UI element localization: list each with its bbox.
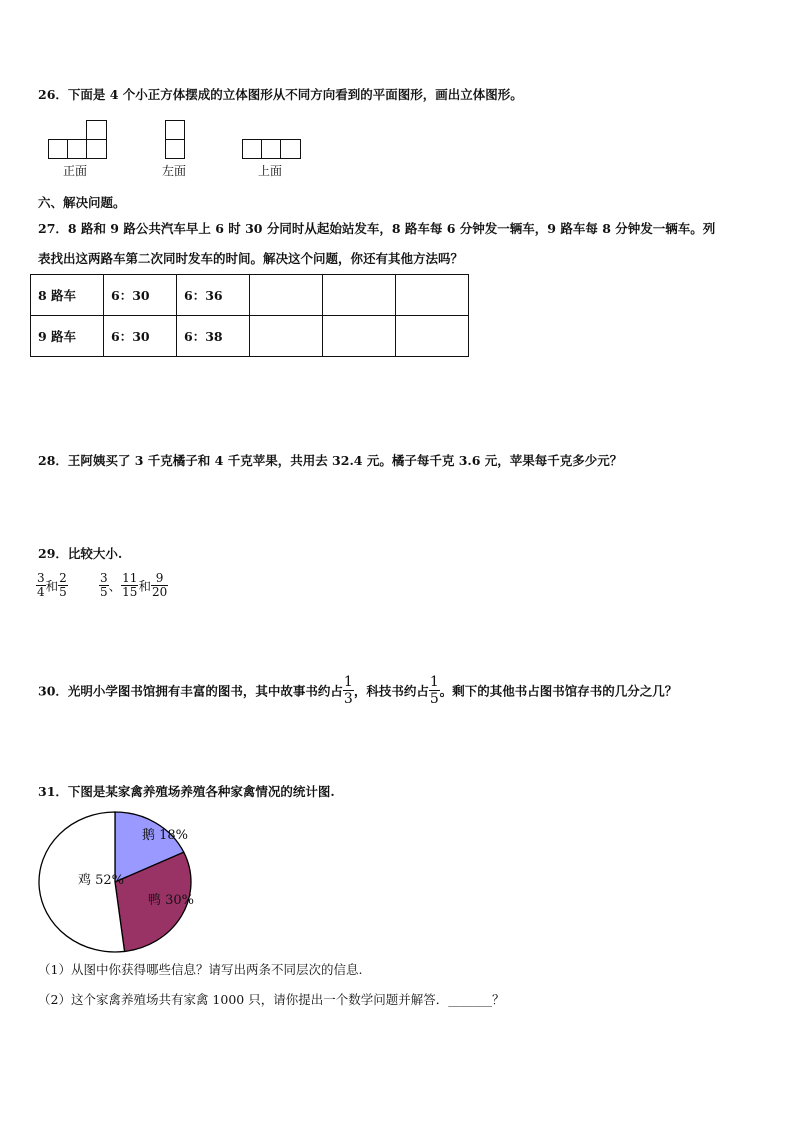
front-view-label: 正面 [63,164,88,178]
bus-schedule-table [30,274,469,357]
fraction: $\frac{1}{3}$ [343,674,353,707]
fraction: $\frac{3}{5}$ [100,571,108,599]
q29-item-a: $\frac{3}{4}$ 和 $\frac{2}{5}$ [37,571,67,599]
top-view-label: 上面 [258,164,283,178]
section-title: 六、解决问题。 [38,195,126,210]
q31-sub1: （1）从图中你获得哪些信息？请写出两条不同层次的信息. [38,962,363,977]
poultry-pie-chart [36,808,198,956]
table-cell: 6：36 [177,275,250,316]
left-view-label: 左面 [162,164,187,178]
pie-label: 鹅 18% [142,828,189,843]
q29-text: 29．比较大小. [38,546,123,561]
q31-sub2: （2）这个家禽养殖场共有家禽 1000 只，请你提出一个数学问题并解答．_______？ [38,992,505,1007]
table-cell: 9 路车 [31,316,104,357]
table-cell [323,275,396,316]
fraction: $\frac{2}{5}$ [59,571,67,599]
table-cell: 6：30 [104,316,177,357]
table-cell [250,275,323,316]
table-cell: 6：38 [177,316,250,357]
table-row [31,275,469,316]
q30-text: 30．光明小学图书馆拥有丰富的图书，其中故事书约占 $\frac{1}{3}$ ，科技书约占 $\frac{1}{5}$ 。剩下的其他书占图书馆存书的几分之几？ [38,674,678,707]
fraction: $\frac{11}{15}$ [122,571,138,599]
table-cell [396,275,469,316]
q27-line2: 表找出这两路车第二次同时发车的时间。解决这个问题，你还有其他方法吗？ [38,251,464,266]
fraction: $\frac{3}{4}$ [37,571,45,599]
table-cell [323,316,396,357]
q28-text: 28．王阿姨买了 3 千克橘子和 4 千克苹果，共用去 32.4 元。橘子每千克 3.6 元，苹果每千克多少元？ [38,453,623,468]
table-row [31,316,469,357]
pie-label: 鸡 52% [78,873,125,888]
table-cell [396,316,469,357]
table-cell: 8 路车 [31,275,104,316]
table-cell [250,316,323,357]
q31-text: 31．下图是某家禽养殖场养殖各种家禽情况的统计图. [38,784,335,799]
fraction: $\frac{9}{20}$ [151,571,168,599]
fraction: $\frac{1}{5}$ [429,674,439,707]
table-cell: 6：30 [104,275,177,316]
q29-item-b: $\frac{3}{5}$ 、 $\frac{11}{15}$ 和 $\frac{9}{20}$ [100,571,168,599]
pie-label: 鸭 30% [148,893,195,908]
q27-line1: 27．8 路和 9 路公共汽车早上 6 时 30 分同时从起始站发车，8 路车每 6 分钟发一辆车，9 路车每 8 分钟发一辆车。列 [38,221,716,236]
q26-text: 26．下面是 4 个小正方体摆成的立体图形从不同方向看到的平面图形，画出立体图形。 [38,87,523,102]
